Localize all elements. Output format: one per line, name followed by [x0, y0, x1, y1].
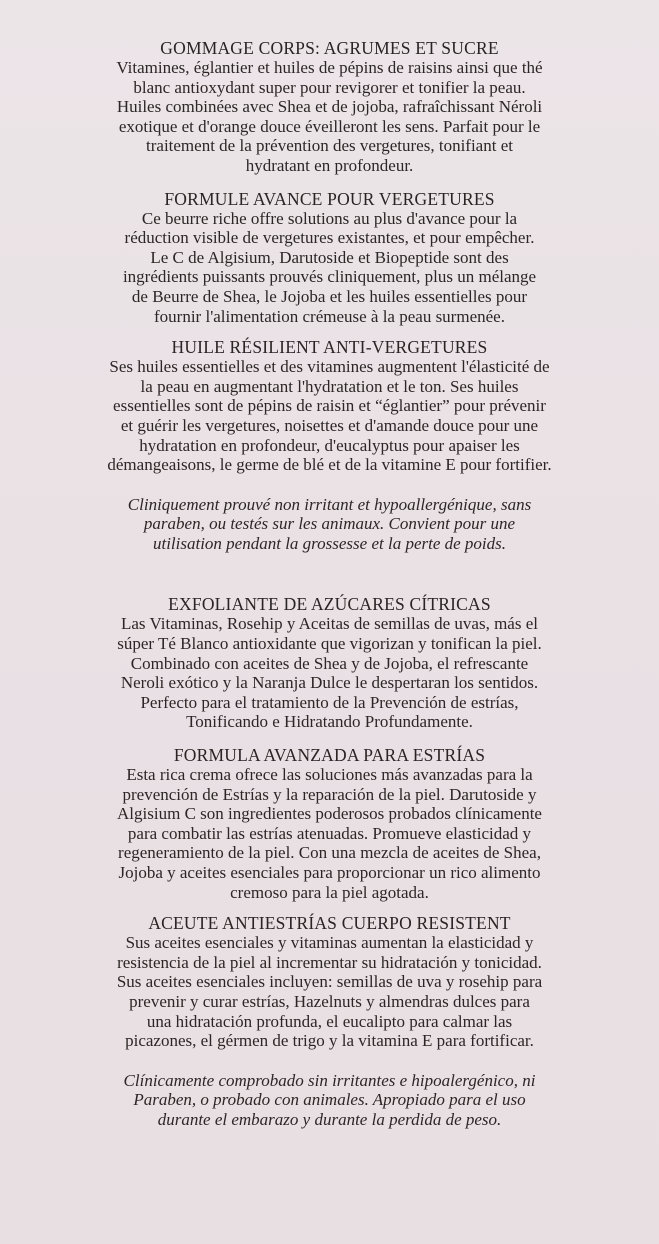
- body-line: essentielles sont de pépins de raisin et “églantier” pour prévenir: [113, 396, 546, 416]
- section-spanish-clinical-note: [22, 1071, 637, 1130]
- heading-formula-avanzada: FORMULA AVANZADA PARA ESTRÍAS: [173, 745, 486, 766]
- body-line: Ce beurre riche offre solutions au plus d'avance pour la: [141, 208, 518, 228]
- body-line: exotique et d'orange douce éveilleront les sens. Parfait pour le: [118, 116, 541, 136]
- clinical-note-line: Cliniquement prouvé non irritant et hypoallergénique, sans: [127, 494, 532, 514]
- clinical-note-line: utilisation pendant la grossesse et la perte de poids.: [152, 533, 507, 553]
- body-line: démangeaisons, le germe de blé et de la vitamine E pour fortifier.: [107, 455, 552, 475]
- clinical-note-line: Clínicamente comprobado sin irritantes e hipoalergénico, ni: [123, 1070, 536, 1090]
- body-line: Las Vitaminas, Rosehip y Aceitas de semillas de uvas, más el: [121, 614, 538, 634]
- section-french-clinical-note: [22, 495, 637, 554]
- body-line: réduction visible de vergetures existantes, et pour empêcher.: [124, 228, 535, 248]
- body-line: Vitamines, églantier et huiles de pépins de raisins ainsi que thé: [116, 58, 543, 77]
- body-line: hydratation en profondeur, d'eucalyptus pour apaiser les: [139, 435, 520, 455]
- body-line: Ses huiles essentielles et des vitamines augmentent l'élasticité de: [109, 357, 550, 377]
- body-line: traitement de la prévention des vergetures, tonifiant et: [146, 136, 513, 156]
- body-line: Esta rica crema ofrece las soluciones más avanzadas para la: [126, 765, 533, 785]
- body-line: Sus aceites esenciales incluyen: semillas de uva y rosehip para: [116, 972, 543, 992]
- body-line: regeneramiento de la piel. Con una mezcla de aceites de Shea,: [118, 843, 541, 863]
- section-formula-avanzada: [22, 745, 637, 902]
- body-line: de Beurre de Shea, le Jojoba et les huiles essentielles pour: [131, 286, 528, 306]
- section-huile-resilient: [22, 337, 637, 475]
- body-line: súper Té Blanco antioxidante que vigorizan y tonifican la piel.: [117, 634, 542, 654]
- body-line: et guérir les vergetures, noisettes et d'amande douce pour une: [120, 415, 539, 435]
- body-line: Tonificando e Hidratando Profundamente.: [186, 712, 473, 732]
- body-line: Perfecto para el tratamiento de la Prevención de estrías,: [140, 692, 519, 712]
- section-exfoliante: [22, 594, 637, 732]
- body-line: prevenir y curar estrías, Hazelnuts y almendras dulces para: [129, 991, 530, 1011]
- body-line: para combatir las estrías atenuadas. Promueve elasticidad y: [127, 823, 532, 843]
- clinical-note-line: durante el embarazo y durante la perdida de peso.: [157, 1109, 502, 1129]
- body-line: una hidratación profunda, el eucalipto para calmar las: [146, 1011, 513, 1031]
- body-line: Sus aceites esenciales y vitaminas aumentan la elasticidad y: [125, 933, 534, 953]
- body-line: Huiles combinées avec Shea et de jojoba, rafraîchissant Néroli: [116, 97, 543, 117]
- heading-aceite-antiestrias: ACEUTE ANTIESTRÍAS CUERPO RESISTENT: [148, 913, 511, 934]
- body-line: hydratant en profondeur.: [245, 155, 414, 175]
- body-line: Combinado con aceites de Shea y de Jojoba, el refrescante: [130, 653, 529, 673]
- body-line: prevención de Estrías y la reparación de la piel. Darutoside y: [122, 784, 537, 804]
- section-formule-avance: [22, 189, 637, 327]
- heading-gommage-corps: GOMMAGE CORPS: AGRUMES ET SUCRE: [160, 38, 499, 58]
- section-gommage-corps: [22, 38, 637, 176]
- section-aceite-antiestrias: [22, 913, 637, 1051]
- heading-formule-avance: FORMULE AVANCE POUR VERGETURES: [164, 188, 495, 209]
- clinical-note-line: paraben, ou testés sur les animaux. Convient pour une: [143, 514, 516, 534]
- body-line: Algisium C son ingredientes poderosos probados clínicamente: [117, 804, 542, 824]
- heading-huile-resilient: HUILE RÉSILIENT ANTI-VERGETURES: [171, 337, 488, 358]
- body-line: Neroli exótico y la Naranja Dulce le despertaran los sentidos.: [120, 673, 539, 693]
- body-line: Le C de Algisium, Darutoside et Biopeptide sont des: [150, 247, 509, 267]
- heading-exfoliante: EXFOLIANTE DE AZÚCARES CÍTRICAS: [168, 594, 491, 615]
- body-line: picazones, el gérmen de trigo y la vitamina E para fortificar.: [125, 1031, 534, 1051]
- clinical-note-line: Paraben, o probado con animales. Apropiado para el uso: [133, 1090, 526, 1110]
- body-line: cremoso para la piel agotada.: [230, 882, 429, 902]
- body-line: blanc antioxydant super pour revigorer et tonifier la peau.: [133, 77, 526, 97]
- body-line: resistencia de la piel al incrementar su hidratación y tonicidad.: [117, 952, 542, 972]
- body-line: la peau en augmentant l'hydratation et le ton. Ses huiles: [140, 376, 519, 396]
- body-line: fournir l'alimentation crémeuse à la peau surmenée.: [154, 306, 505, 326]
- body-line: Jojoba y aceites esenciales para proporcionar un rico alimento: [118, 863, 541, 882]
- body-line: ingrédients puissants prouvés cliniquement, plus un mélange: [122, 267, 537, 287]
